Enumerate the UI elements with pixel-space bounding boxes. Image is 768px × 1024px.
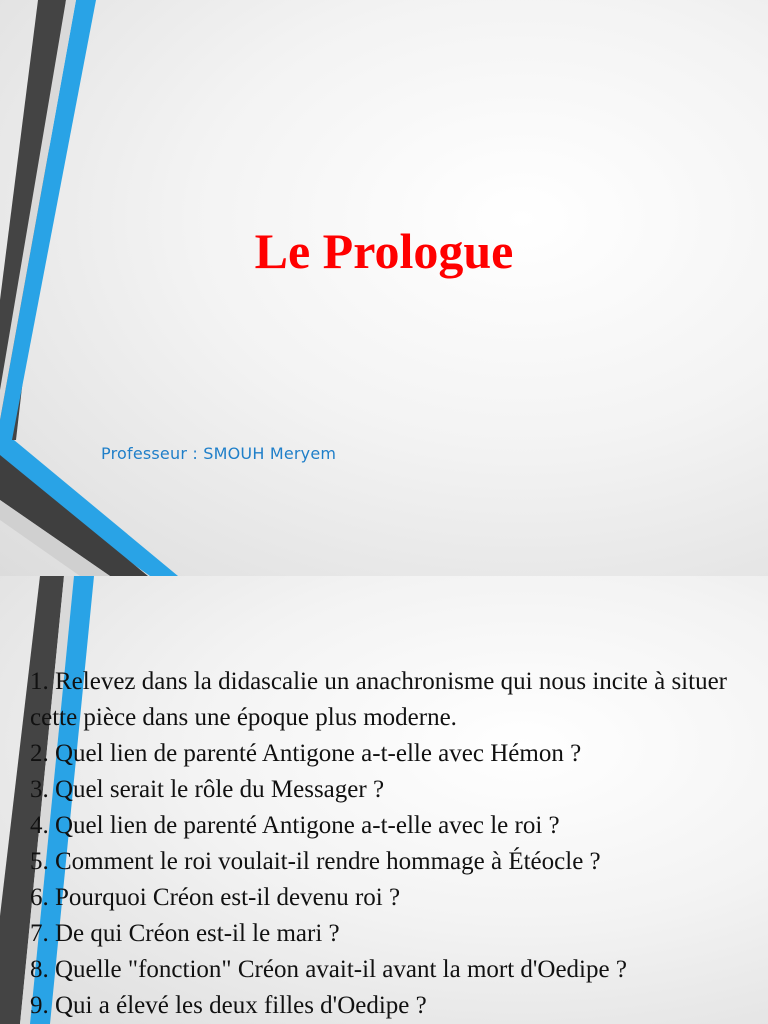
slide-title: Le Prologue: [254, 223, 514, 279]
questions-slide: [0, 576, 768, 1024]
question-item: 7. De qui Créon est-il le mari ?: [30, 920, 340, 947]
slide-decoration: [0, 0, 200, 576]
question-item: 8. Quelle "fonction" Créon avait-il avant la mort d'Oedipe ?: [30, 956, 627, 983]
question-item: 2. Quel lien de parenté Antigone a-t-elle avec Hémon ?: [30, 740, 582, 767]
slide-subtitle: Professeur : SMOUH Meryem: [101, 444, 337, 463]
question-item: 4. Quel lien de parenté Antigone a-t-elle avec le roi ?: [30, 812, 560, 839]
question-item: 1. Relevez dans la didascalie un anachronisme qui nous incite à situer cette pièce dans une époque plus moderne.: [30, 668, 727, 731]
question-item: 9. Qui a élevé les deux filles d'Oedipe ?: [30, 992, 427, 1019]
question-item: 6. Pourquoi Créon est-il devenu roi ?: [30, 884, 401, 911]
question-item: 5. Comment le roi voulait-il rendre hommage à Étéocle ?: [30, 848, 601, 875]
question-list: [30, 664, 760, 1024]
question-item: 3. Quel serait le rôle du Messager ?: [30, 776, 385, 803]
